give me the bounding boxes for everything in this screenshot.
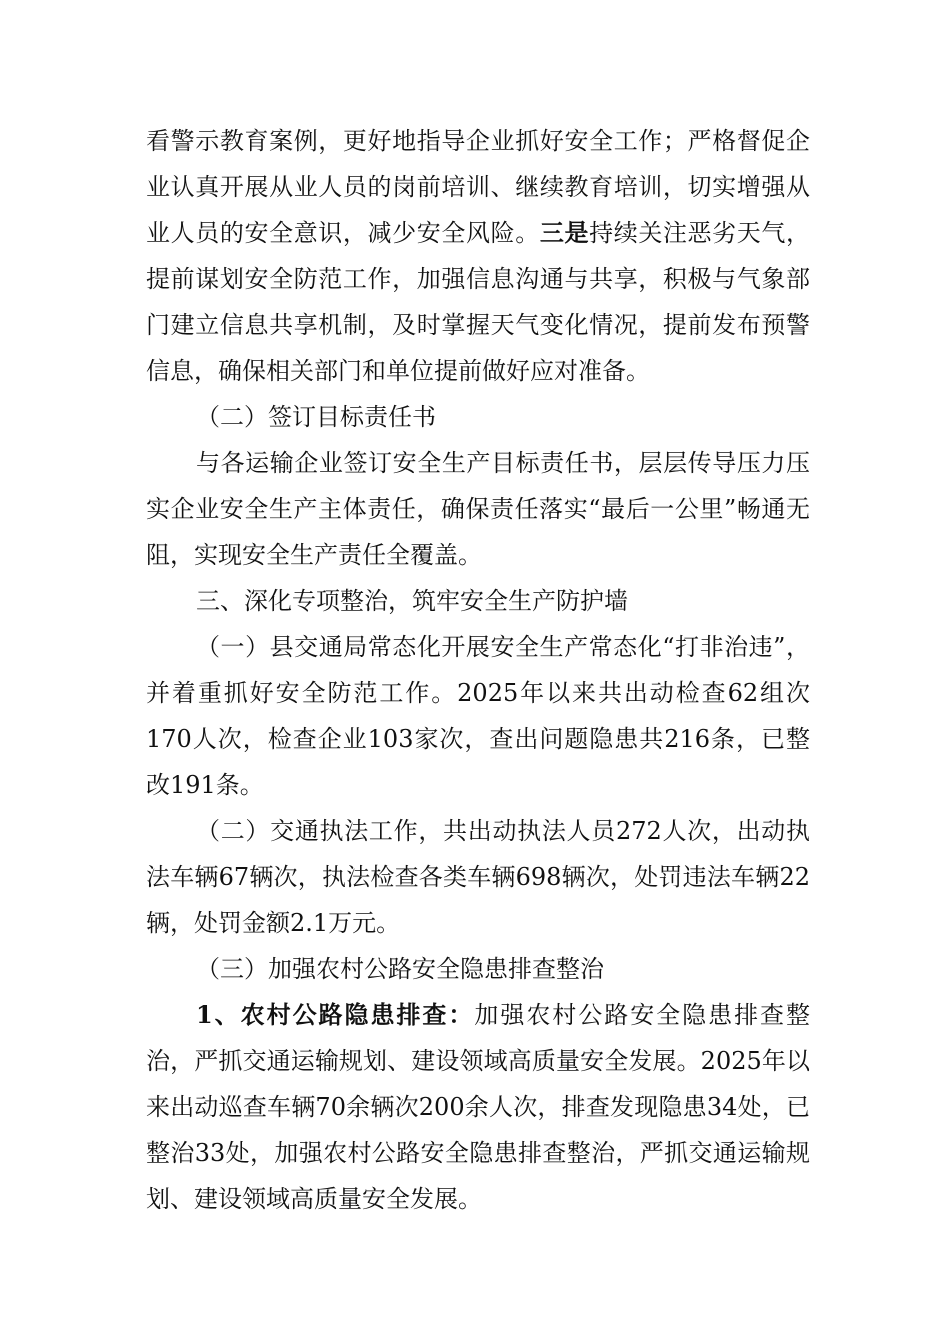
paragraph-safety-training (146, 118, 810, 394)
bold-lead-rural-roads: 1、农村公路隐患排查： (196, 1000, 475, 1029)
section-heading-special-rectification: 三、深化专项整治，筑牢安全生产防护墙 (196, 587, 628, 615)
paragraph-inspection-stats: （一）县交通局常态化开展安全生产常态化“打非治违”，并着重抓好安全防范工作。2025年以来共出动检查62组次170人次，检查企业103家次，查出问题隐患共216条，已整改191条。 (146, 633, 810, 799)
document-body (146, 118, 810, 1222)
subheading-rural-roads: （三）加强农村公路安全隐患排查整治 (196, 955, 604, 983)
paragraph-text: 看警示教育案例，更好地指导企业抓好安全工作；严格督促企业认真开展从业人员的岗前培训、继续教育培训，切实增强从业人员的安全意识，减少安全风险。 (146, 127, 810, 247)
subheading-target-responsibility: （二）签订目标责任书 (196, 403, 436, 431)
paragraph-enforcement-stats: （二）交通执法工作，共出动执法人员272人次，出动执法车辆67辆次，执法检查各类车辆698辆次，处罚违法车辆22辆，处罚金额2.1万元。 (146, 817, 810, 937)
paragraph-rural-road-hazards (146, 992, 810, 1222)
paragraph-text: 加强农村公路安全隐患排查整治，严抓交通运输规划、建设领域高质量安全发展。2025年以来出动巡查车辆70余辆次200余人次，排查发现隐患34处，已整治33处，加强农村公路安全隐患排查整治，严抓交通运输规划、建设领域高质量安全发展。 (146, 1001, 811, 1213)
bold-lead-three: 三是 (539, 218, 590, 247)
paragraph-text: 持续关注恶劣天气，提前谋划安全防范工作，加强信息沟通与共享，积极与气象部门建立信息共享机制，及时掌握天气变化情况，提前发布预警信息，确保相关部门和单位提前做好应对准备。 (146, 219, 811, 385)
paragraph-responsibility: 与各运输企业签订安全生产目标责任书，层层传导压力压实企业安全生产主体责任，确保责任落实“最后一公里”畅通无阻，实现安全生产责任全覆盖。 (146, 449, 810, 569)
